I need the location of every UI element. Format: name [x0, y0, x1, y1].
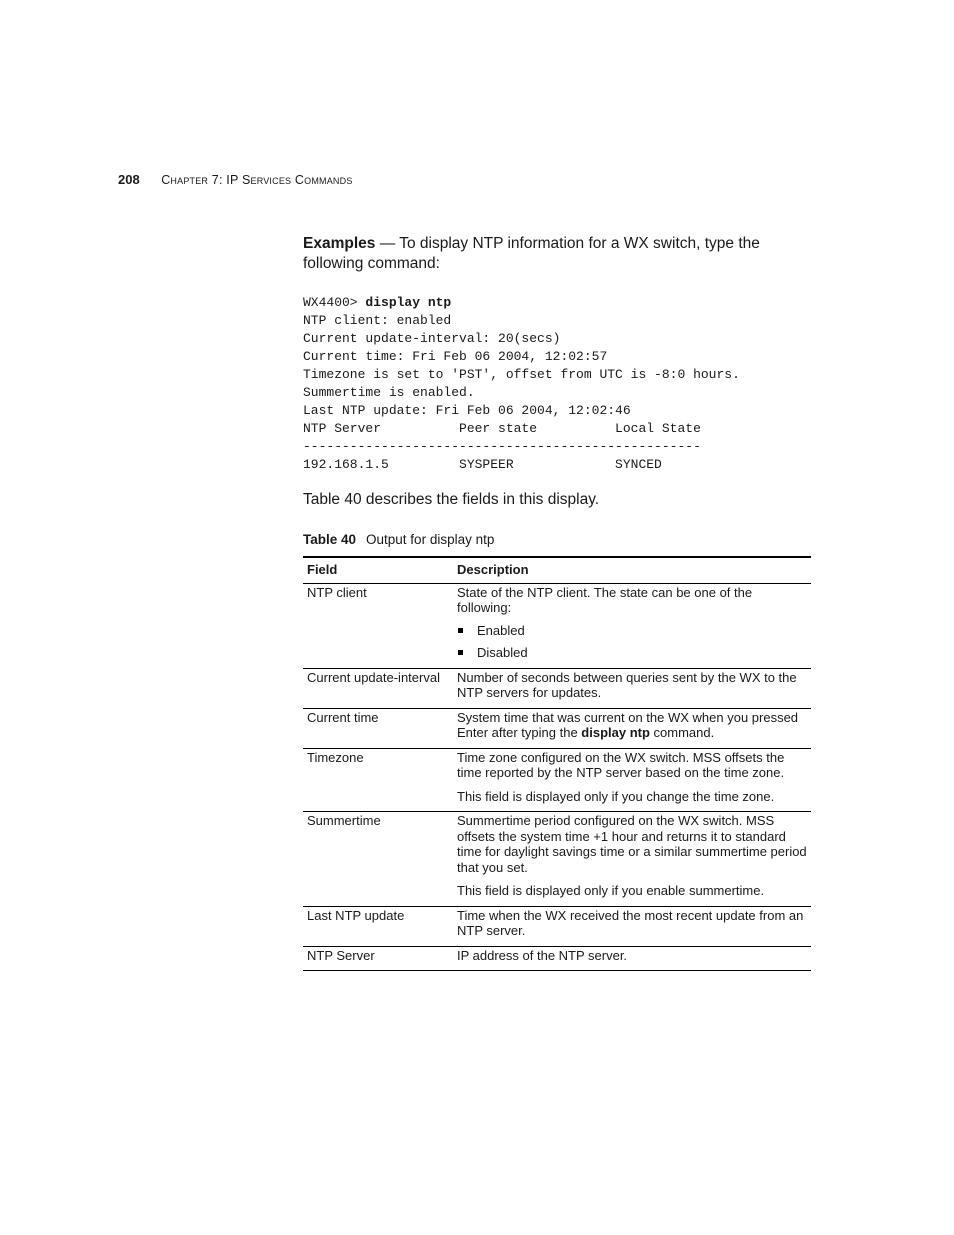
output-line: NTP Server Peer state Local State [303, 421, 701, 436]
page-number: 208 [118, 172, 140, 187]
description-text [457, 710, 807, 741]
header-description: Description [453, 557, 811, 583]
cli-command: display ntp [365, 295, 452, 310]
header-field: Field [303, 557, 453, 583]
field-name: Last NTP update [303, 906, 453, 946]
table-row [303, 906, 811, 946]
list-item-text: Enabled [477, 622, 525, 638]
list-item [457, 645, 807, 661]
description-note: This field is displayed only if you change the time zone. [457, 788, 775, 804]
table-caption [303, 532, 811, 547]
table-caption-text: Output for display ntp [366, 532, 495, 547]
examples-lead: Examples [303, 235, 376, 252]
field-description [453, 748, 811, 812]
page-header [118, 172, 353, 187]
table-reference-text: Table 40 describes the fields in this display. [303, 491, 600, 508]
bullet-icon [458, 628, 463, 633]
field-name: Current time [303, 708, 453, 748]
state-list [457, 623, 807, 661]
description-text: Summertime period configured on the WX switch. MSS offsets the system time +1 hour and returns it to standard time for daylight savings time or a similar summertime period that you set. [457, 813, 807, 875]
field-description [453, 583, 811, 668]
description-text: IP address of the NTP server. [457, 947, 628, 963]
fields-table [303, 556, 811, 971]
output-line: Last NTP update: Fri Feb 06 2004, 12:02:46 [303, 403, 631, 418]
output-line: Current update-interval: 20(secs) [303, 331, 561, 346]
output-line: --------------------------------------------------- [303, 439, 701, 454]
field-description [453, 946, 811, 971]
table-caption-label: Table 40 [303, 532, 357, 547]
description-text: State of the NTP client. The state can be one of the following: [457, 584, 753, 615]
list-item-text: Disabled [477, 645, 528, 660]
field-name: NTP Server [303, 946, 453, 971]
field-description [453, 906, 811, 946]
table-row [303, 812, 811, 907]
output-line: Current time: Fri Feb 06 2004, 12:02:57 [303, 349, 608, 364]
field-name: NTP client [303, 583, 453, 668]
description-text-part: System time that was current on the WX when you pressed Enter after typing the [457, 709, 799, 740]
output-line: Summertime is enabled. [303, 385, 475, 400]
output-line: Timezone is set to 'PST', offset from UTC is -8:0 hours. [303, 367, 740, 382]
field-name: Summertime [303, 812, 453, 907]
cli-prompt: WX4400> [303, 295, 366, 310]
bullet-icon [458, 650, 463, 655]
command-output [303, 294, 811, 474]
table-row [303, 668, 811, 708]
description-text: Time zone configured on the WX switch. MSS offsets the time reported by the NTP server based on the time zone. [457, 749, 785, 780]
intro-text: — To display NTP information for a WX switch, type the following command: [303, 235, 760, 272]
page-content [303, 234, 811, 971]
description-text: Number of seconds between queries sent by the WX to the NTP servers for updates. [457, 669, 797, 700]
table-row [303, 583, 811, 668]
field-description [453, 668, 811, 708]
chapter-title: Chapter 7: IP Services Commands [161, 173, 353, 187]
table-row [303, 748, 811, 812]
field-description [453, 812, 811, 907]
output-line: NTP client: enabled [303, 313, 452, 328]
output-line: 192.168.1.5 SYSPEER SYNCED [303, 457, 662, 472]
description-text-part: command. [649, 725, 715, 740]
field-description [453, 708, 811, 748]
table-row [303, 708, 811, 748]
description-note: This field is displayed only if you enable summertime. [457, 883, 765, 898]
field-name: Timezone [303, 748, 453, 812]
table-header-row [303, 557, 811, 583]
description-text: Time when the WX received the most recent update from an NTP server. [457, 907, 804, 938]
intro-paragraph [303, 234, 811, 274]
list-item [457, 623, 807, 639]
command-reference: display ntp [581, 725, 650, 740]
field-name: Current update-interval [303, 668, 453, 708]
table-row [303, 946, 811, 971]
